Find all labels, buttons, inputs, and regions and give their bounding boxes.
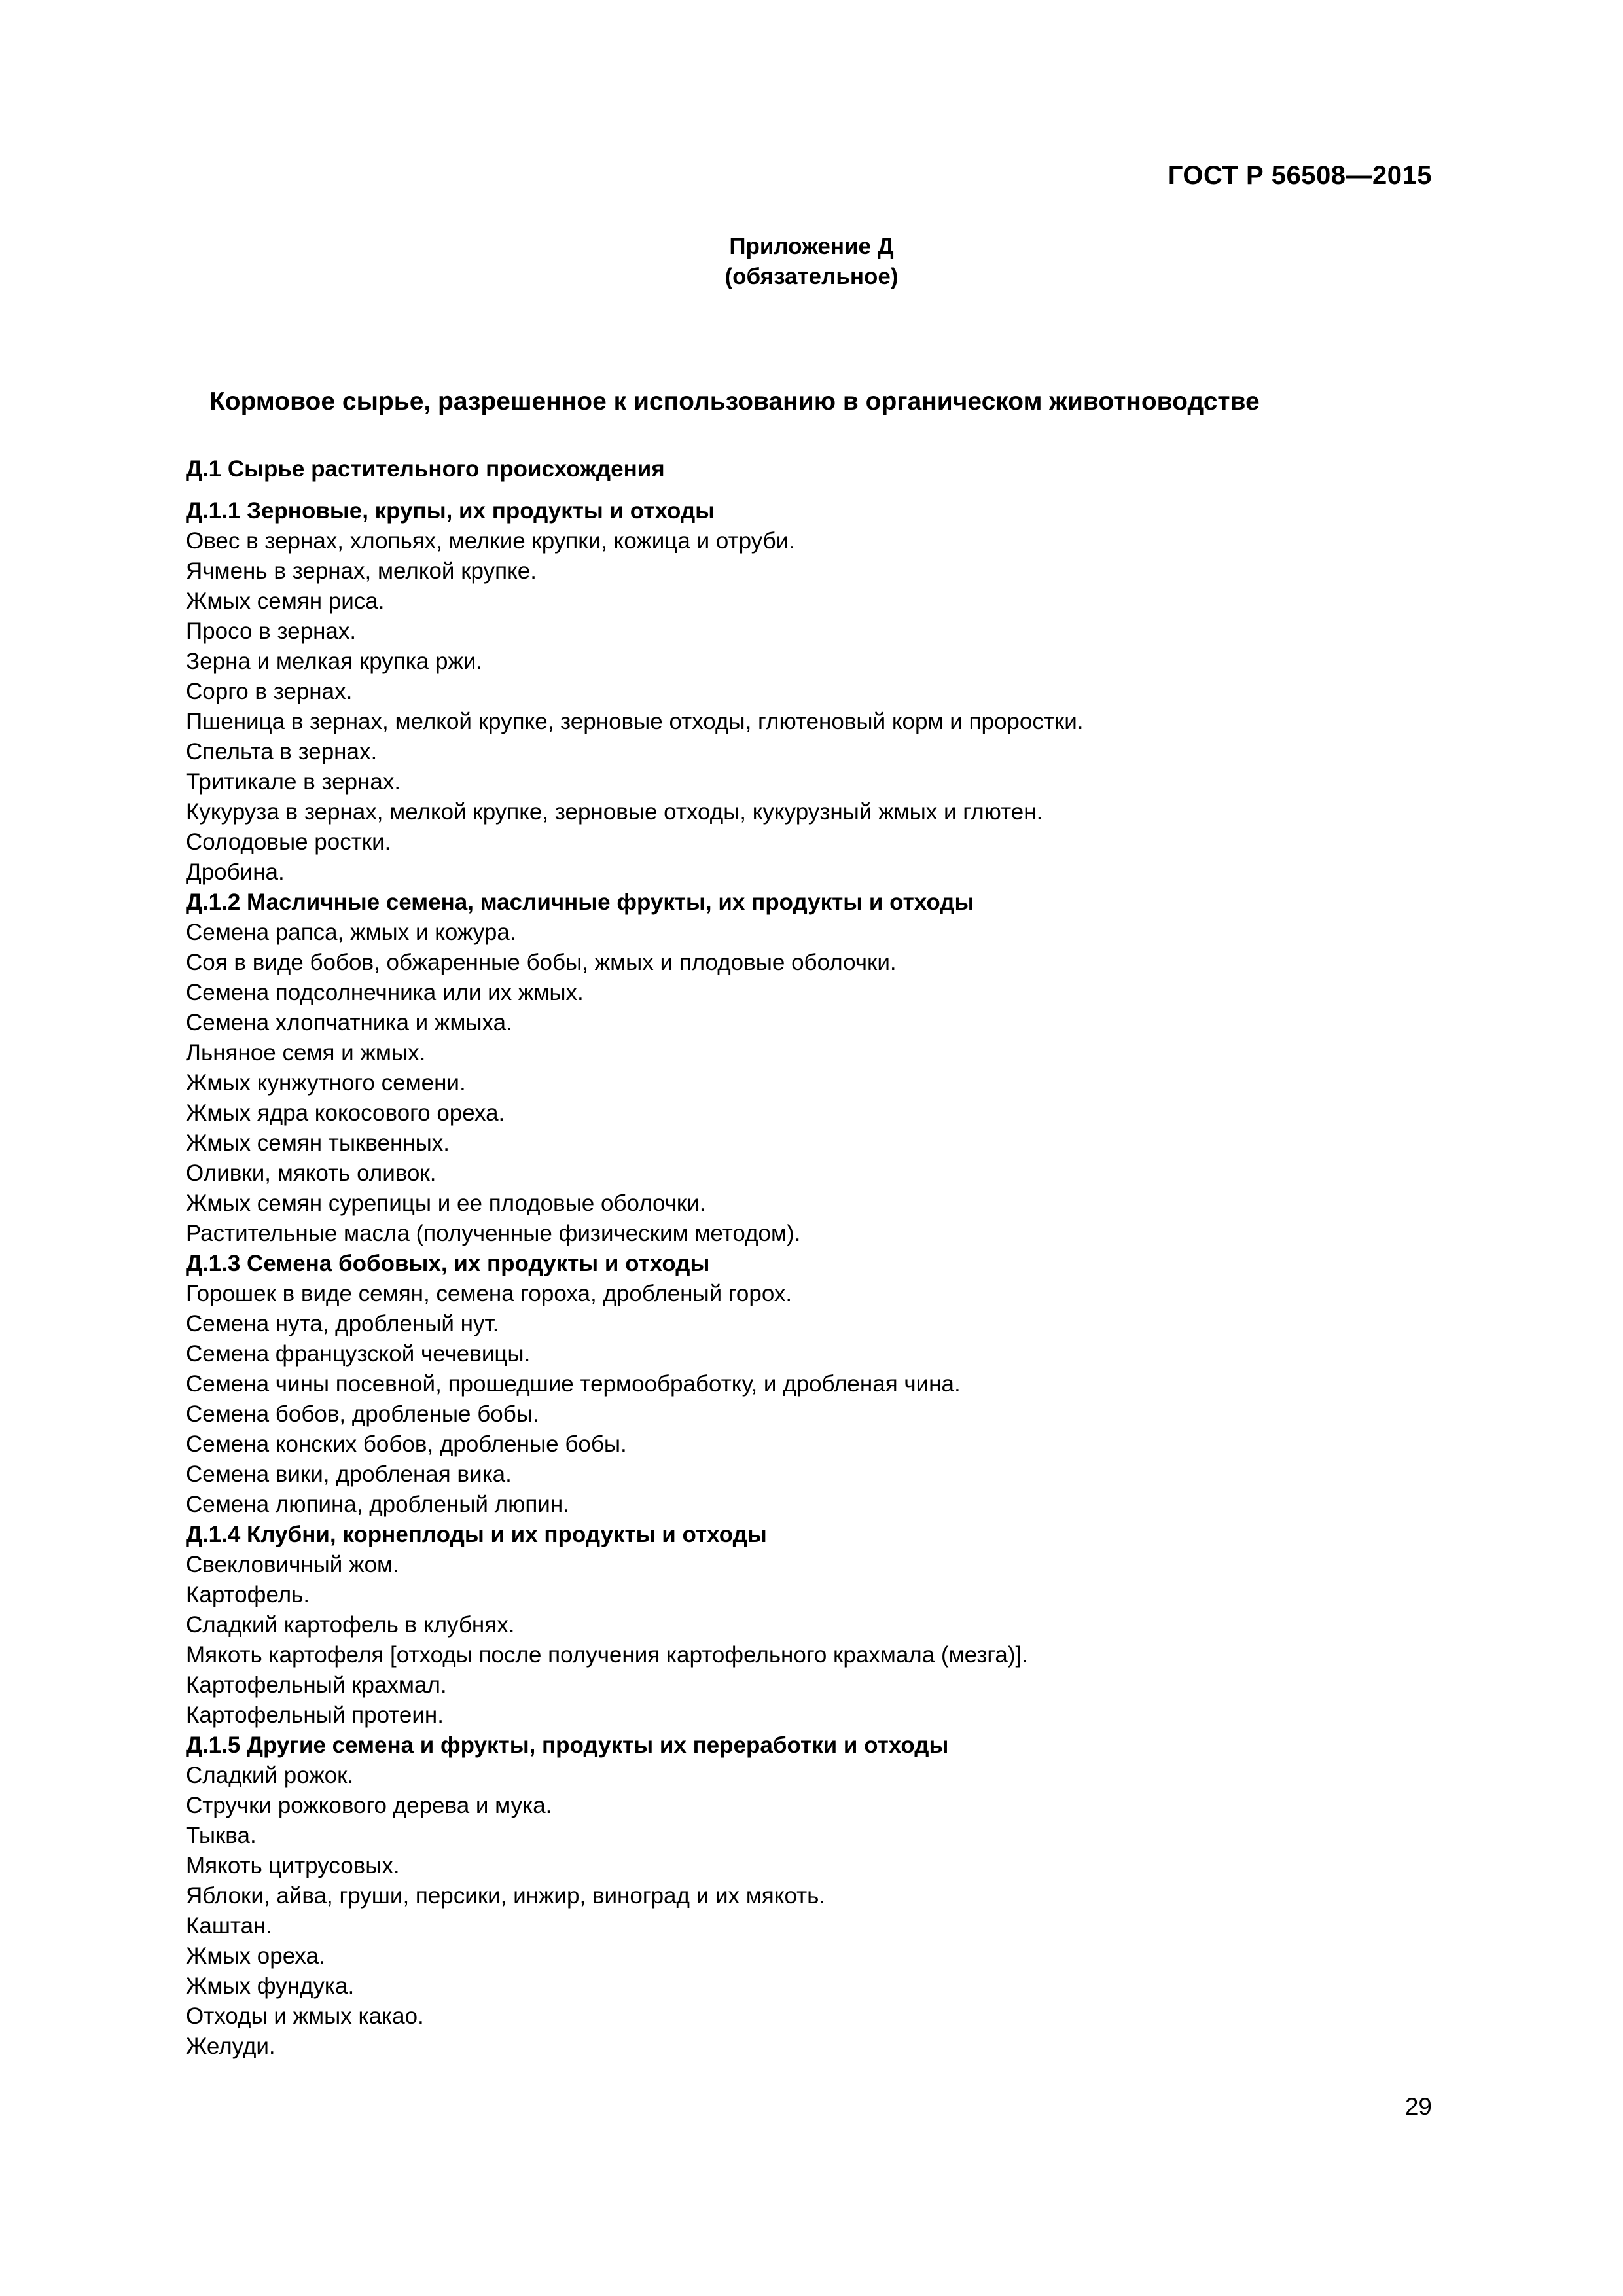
list-item: Мякоть цитрусовых. [186, 1853, 400, 1878]
list-item: Льняное семя и жмых. [186, 1040, 426, 1066]
list-item: Жмых ядра кокосового ореха. [186, 1100, 505, 1126]
subsection-oilseeds [186, 888, 1462, 1249]
list-item: Картофельный крахмал. [186, 1672, 447, 1698]
list-item: Желуди. [186, 2034, 276, 2059]
subsection-tubers [186, 1520, 1462, 1731]
list-item: Жмых ореха. [186, 1943, 325, 1969]
list-item: Жмых кунжутного семени. [186, 1070, 466, 1096]
list-item: Овес в зернах, хлопьях, мелкие крупки, кожица и отруби. [186, 528, 795, 554]
list-item: Растительные масла (полученные физическим методом). [186, 1221, 801, 1246]
list-item: Жмых семян тыквенных. [186, 1130, 450, 1156]
list-item: Мякоть картофеля [отходы после получения картофельного крахмала (мезга)]. [186, 1642, 1028, 1668]
list-item: Жмых семян сурепицы и ее плодовые оболочки. [186, 1191, 706, 1216]
appendix-header [0, 232, 1623, 292]
subsection-other-seeds-fruits [186, 1731, 1462, 2062]
page-number: 29 [1404, 2093, 1432, 2120]
list-item: Отходы и жмых какао. [186, 2003, 424, 2029]
subsection-heading: Д.1.3 Семена бобовых, их продукты и отходы [186, 1251, 710, 1276]
list-item: Семена люпина, дробленый люпин. [186, 1492, 569, 1517]
list-item: Ячмень в зернах, мелкой крупке. [186, 558, 537, 584]
list-item: Соя в виде бобов, обжаренные бобы, жмых и плодовые оболочки. [186, 950, 897, 975]
list-item: Семена французской чечевицы. [186, 1341, 531, 1367]
list-item: Стручки рожкового дерева и мука. [186, 1793, 552, 1818]
list-item: Сладкий рожок. [186, 1763, 354, 1788]
list-item: Пшеница в зернах, мелкой крупке, зерновые отходы, глютеновый корм и проростки. [186, 709, 1084, 734]
list-item: Картофельный протеин. [186, 1702, 444, 1728]
subsection-heading: Д.1.4 Клубни, корнеплоды и их продукты и отходы [186, 1522, 767, 1547]
list-item: Кукуруза в зернах, мелкой крупке, зерновые отходы, кукурузный жмых и глютен. [186, 799, 1043, 825]
subsection-heading: Д.1.2 Масличные семена, масличные фрукты, их продукты и отходы [186, 889, 974, 915]
list-item: Жмых семян риса. [186, 588, 385, 614]
list-item: Картофель. [186, 1582, 310, 1607]
list-item: Семена рапса, жмых и кожура. [186, 920, 516, 945]
list-item: Семена вики, дробленая вика. [186, 1462, 512, 1487]
list-item: Солодовые ростки. [186, 829, 391, 855]
subsection-heading: Д.1.1 Зерновые, крупы, их продукты и отходы [186, 498, 715, 524]
list-item: Свекловичный жом. [186, 1552, 399, 1577]
list-item: Семена нута, дробленый нут. [186, 1311, 499, 1336]
list-item: Тритикале в зернах. [186, 769, 401, 795]
list-item: Просо в зернах. [186, 619, 357, 644]
list-item: Сорго в зернах. [186, 679, 353, 704]
list-item: Жмых фундука. [186, 1973, 355, 1999]
appendix-title: Приложение Д [729, 234, 894, 259]
list-item: Спельта в зернах. [186, 739, 378, 764]
subsection-legumes [186, 1249, 1462, 1520]
document-body [186, 454, 1462, 2062]
list-item: Семена конских бобов, дробленые бобы. [186, 1431, 627, 1457]
list-item: Семена чины посевной, прошедшие термообработку, и дробленая чина. [186, 1371, 961, 1397]
list-item: Горошек в виде семян, семена гороха, дробленый горох. [186, 1281, 793, 1306]
list-item: Сладкий картофель в клубнях. [186, 1612, 515, 1638]
document-code: ГОСТ Р 56508—2015 [1168, 161, 1432, 190]
list-item: Яблоки, айва, груши, персики, инжир, виноград и их мякоть. [186, 1883, 826, 1909]
section-heading: Д.1 Сырье растительного происхождения [186, 456, 665, 482]
list-item: Семена подсолнечника или их жмых. [186, 980, 584, 1005]
list-item: Дробина. [186, 859, 285, 885]
list-item: Зерна и мелкая крупка ржи. [186, 649, 483, 674]
subsection-heading: Д.1.5 Другие семена и фрукты, продукты их переработки и отходы [186, 1732, 949, 1758]
list-item: Тыква. [186, 1823, 257, 1848]
list-item: Семена хлопчатника и жмыха. [186, 1010, 512, 1035]
list-item: Семена бобов, дробленые бобы. [186, 1401, 539, 1427]
main-title: Кормовое сырье, разрешенное к использованию в органическом животноводстве [209, 387, 1260, 416]
subsection-grains [186, 496, 1462, 888]
list-item: Оливки, мякоть оливок. [186, 1160, 437, 1186]
list-item: Каштан. [186, 1913, 273, 1939]
appendix-type: (обязательное) [724, 264, 899, 289]
